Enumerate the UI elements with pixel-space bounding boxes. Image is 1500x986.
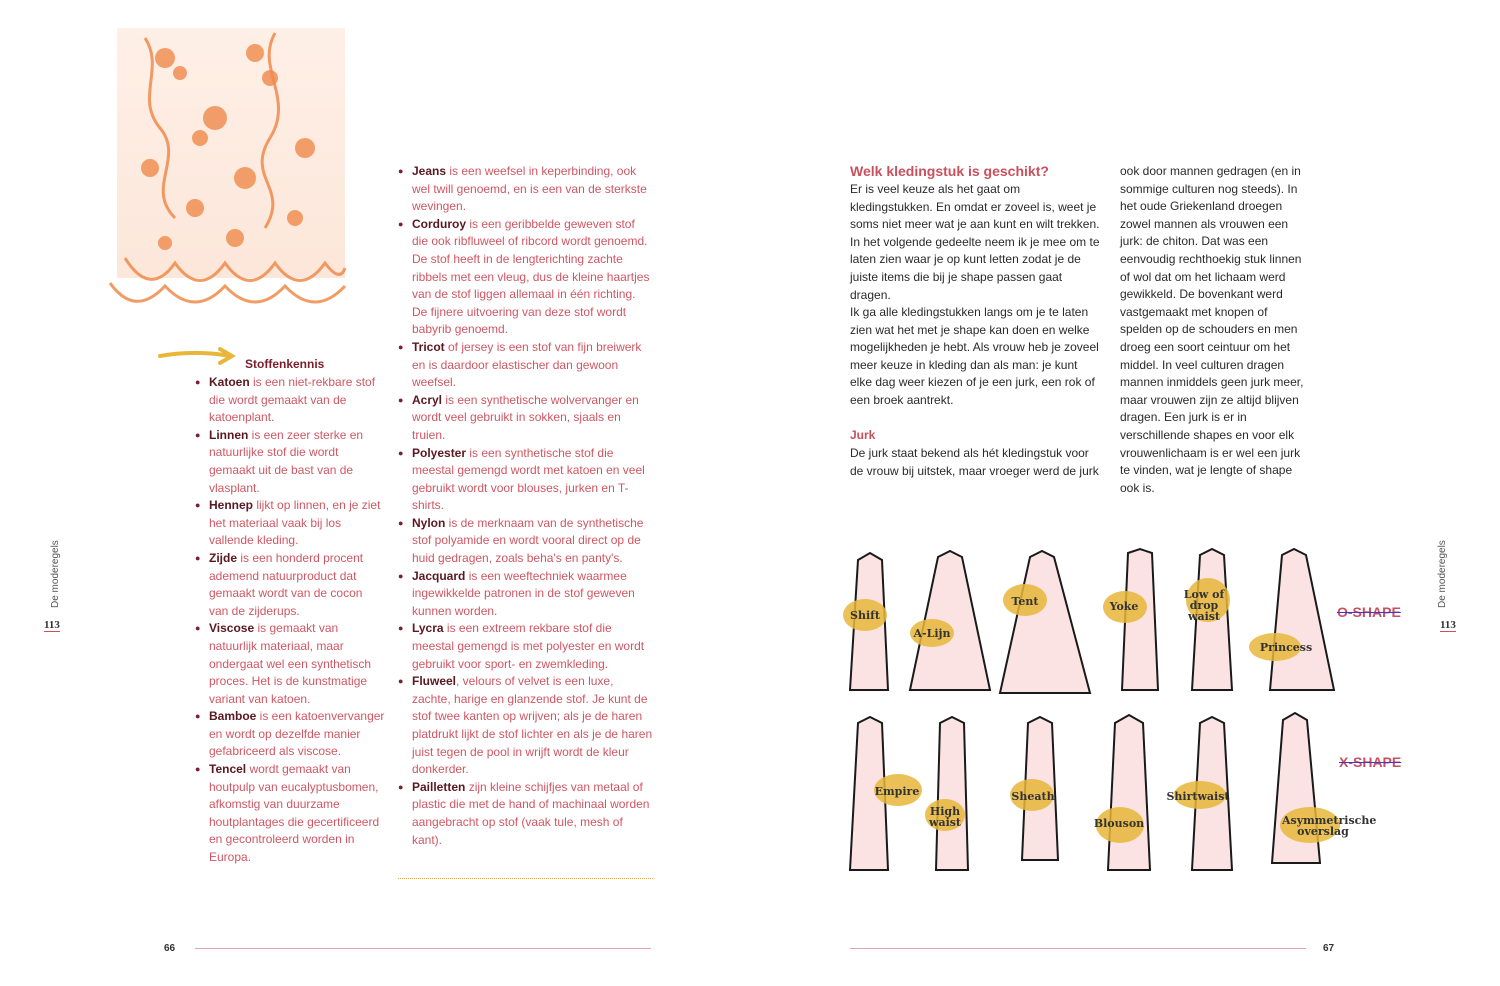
fabric-item bbox=[398, 779, 653, 849]
fabric-term: Polyester bbox=[412, 445, 467, 460]
jurk-paragraph: De jurk staat bekend als hét kledingstuk voor de vrouw bij uitstek, maar vroeger werd de jurk bbox=[850, 446, 1099, 478]
fabric-term: Jacquard bbox=[412, 568, 466, 583]
fabric-description: is de merknaam van de synthetische stof polyamide en wordt vooral direct op de huid gedragen, zoals beha's en panty's. bbox=[412, 515, 644, 566]
page-number-right: 67 bbox=[1323, 943, 1335, 954]
dress-label: A-Lijn bbox=[913, 627, 951, 640]
dress-label: Asymmetrische overslag bbox=[1282, 814, 1377, 838]
fabric-description: is gemaakt van natuurlijk materiaal, maar ondergaat wel een synthetisch proces. Het is de kunstmatige variant van katoen. bbox=[209, 621, 372, 706]
dress-blouson bbox=[1108, 715, 1150, 870]
side-label-right: De moderegels bbox=[1437, 540, 1448, 608]
dress-label: Tent bbox=[1011, 595, 1039, 608]
fabric-description: , velours of velvet is een luxe, zachte, harige en glanzende stof. Je kunt de stof twee kanten op wrijven; als je de haren platdrukt lijkt de stof lichter en als je de haren juist tegen de pool in wrijft wordt de kleur donkerder. bbox=[412, 674, 653, 777]
fabric-item bbox=[398, 163, 653, 216]
dress-label: Blouson bbox=[1093, 817, 1145, 830]
fabric-term: Zijde bbox=[209, 550, 238, 565]
fabric-item bbox=[195, 497, 385, 550]
dress-label: High waist bbox=[928, 805, 962, 829]
fabric-item bbox=[398, 339, 653, 392]
fabric-item bbox=[398, 620, 653, 673]
fabric-item bbox=[195, 374, 385, 427]
fabric-list-col2 bbox=[398, 163, 653, 849]
fabric-description: is een synthetische wolvervanger en wordt veel gebruikt in sokken, sjaals en truien. bbox=[412, 392, 639, 442]
section-heading: Stoffenkennis bbox=[245, 357, 325, 371]
fabric-item bbox=[195, 708, 385, 761]
page-title: Welk kledingstuk is geschikt? bbox=[850, 163, 1049, 179]
fabric-item bbox=[195, 550, 385, 620]
fabric-description: of jersey is een stof van fijn breiwerk en is daardoor elastischer dan gewoon weefsel. bbox=[412, 339, 642, 390]
dress-high-waist bbox=[936, 717, 968, 870]
fabric-term: Bamboe bbox=[209, 709, 257, 724]
fabric-description: is een extreem rekbare stof die meestal gemengd is met polyester en wordt gebruikt voor sport- en zwemkleding. bbox=[412, 621, 645, 671]
fabric-description: is een weeftechniek waarmee ingewikkelde patronen in de stof geweven kunnen worden. bbox=[412, 568, 635, 618]
dress-label: Empire bbox=[874, 785, 920, 798]
fabric-term: Pailletten bbox=[412, 779, 466, 794]
fabric-description: lijkt op linnen, en je ziet het materiaal vaak bij los vallende kleding. bbox=[209, 498, 381, 548]
side-label-left: De moderegels bbox=[50, 540, 61, 608]
fabric-description: is een honderd procent ademend natuurproduct dat gemaakt wordt van de cocon van de zijderups. bbox=[209, 550, 364, 618]
dress-label: Yoke bbox=[1109, 600, 1139, 613]
fabric-term: Fluweel bbox=[412, 674, 457, 689]
side-number-left: 113 bbox=[44, 619, 60, 631]
lace-fabric-illustration bbox=[105, 28, 350, 313]
arrow-right-icon bbox=[158, 346, 236, 366]
fabric-item bbox=[398, 568, 653, 621]
fabric-term: Lycra bbox=[412, 621, 444, 636]
shape-label-o: O-SHAPE bbox=[1337, 604, 1401, 620]
fabric-description: is een niet-rekbare stof die wordt gemaakt van de katoenplant. bbox=[209, 375, 376, 425]
fabric-term: Viscose bbox=[209, 621, 255, 636]
fabric-item bbox=[398, 392, 653, 445]
side-number-right: 113 bbox=[1440, 619, 1456, 631]
fabric-term: Katoen bbox=[209, 375, 250, 389]
second-paragraph: Ik ga alle kledingstukken langs om je te laten zien wat het met je shape kan doen en welke mogelijkheden je hebt. Als vrouw heb je zoveel meer keuze in kleding dan als man: je kunt elke dag weer kiezen of je een jurk, een rok of een broek aantrekt. bbox=[850, 305, 1099, 407]
dress-princess bbox=[1270, 549, 1334, 690]
fabric-item bbox=[195, 620, 385, 708]
fabric-item bbox=[398, 445, 653, 515]
fabric-description: wordt gemaakt van houtpulp van eucalyptusbomen, afkomstig van duurzame houtplantages die gecertificeerd en gecontroleerd worden in Europa. bbox=[209, 762, 380, 865]
subheading-jurk: Jurk bbox=[850, 428, 876, 442]
footer-rule-left bbox=[195, 948, 651, 949]
fabric-item bbox=[398, 216, 653, 339]
shape-label-x: X-SHAPE bbox=[1339, 754, 1402, 770]
fabric-item bbox=[398, 673, 653, 779]
fabric-item bbox=[398, 515, 653, 568]
fabric-description: is een katoenvervanger en wordt op dezelfde manier gefabriceerd als viscose. bbox=[209, 709, 385, 759]
intro-paragraph: Er is veel keuze als het gaat om kledingstukken. En omdat er zoveel is, weet je soms niet meer wat je aan kunt en wilt trekken. In het volgende gedeelte neem ik je mee om te laten zien waar je op kunt letten zodat je de juiste items die bij je shape passen gaat dragen. bbox=[850, 182, 1100, 302]
fabric-term: Linnen bbox=[209, 427, 249, 442]
fabric-term: Tricot bbox=[412, 339, 445, 354]
dress-label: Sheath bbox=[1011, 790, 1055, 803]
dress-a-line bbox=[910, 551, 990, 690]
fabric-term: Tencel bbox=[209, 762, 247, 777]
fabric-list-col1 bbox=[195, 374, 385, 867]
page-number-left: 66 bbox=[164, 943, 176, 954]
dress-label: Princess bbox=[1259, 641, 1313, 654]
dress-label: Shift bbox=[850, 609, 880, 622]
fabric-description: is een zeer sterke en natuurlijke stof die wordt gemaakt uit de bast van de vlasplant. bbox=[209, 427, 364, 495]
dotted-divider bbox=[398, 878, 653, 879]
fabric-item bbox=[195, 427, 385, 497]
fabric-term: Corduroy bbox=[412, 216, 466, 231]
fabric-description: is een geribbelde geweven stof die ook ribfluweel of ribcord wordt genoemd. De stof heeft in de lengterichting zachte ribbels met een vleug, dus de kleine haartjes van de stof liggen allemaal in één richting. De fijnere uitvoering van deze stof wordt babyrib genoemd. bbox=[412, 216, 650, 337]
fabric-item bbox=[195, 761, 385, 867]
footer-rule-right bbox=[850, 948, 1306, 949]
dress-label: Shirtwaist bbox=[1166, 790, 1230, 803]
fabric-term: Jeans bbox=[412, 164, 447, 178]
fabric-description: zijn kleine schijfjes van metaal of plastic die met de hand of machinaal worden aangebracht op stof (vaak tule, mesh of kant). bbox=[412, 779, 650, 847]
jurk-paragraph-continued: ook door mannen gedragen (en in sommige culturen nog steeds). In het oude Griekenland droegen zowel mannen als vrouwen een jurk: de chiton. Dat was een eenvoudig rechthoekig stuk linnen of wol dat om het lichaam werd gewikkeld. De bovenkant werd vastgemaakt met knopen of spelden op de schouders en men droeg een soort ceintuur om het middel. In veel culturen dragen mannen inmiddels geen jurk meer, maar vrouwen zijn ze altijd blijven dragen. Een jurk is er in verschillende shapes en voor elk vrouwenlichaam is er wel een jurk te vinden, wat je lengte of shape ook is. bbox=[1120, 164, 1304, 495]
fabric-term: Nylon bbox=[412, 515, 446, 530]
dress-label: Low of drop waist bbox=[1183, 588, 1225, 623]
fabric-term: Acryl bbox=[412, 392, 443, 407]
fabric-description: is een synthetische stof die meestal gemengd wordt met katoen en veel gebruikt wordt voor blouses, jurken en T-shirts. bbox=[412, 445, 645, 513]
dress-tent bbox=[1000, 551, 1090, 693]
fabric-description: is een weefsel in keperbinding, ook wel twill genoemd, en is een van de sterkste wevingen. bbox=[412, 164, 647, 214]
fabric-term: Hennep bbox=[209, 498, 254, 513]
